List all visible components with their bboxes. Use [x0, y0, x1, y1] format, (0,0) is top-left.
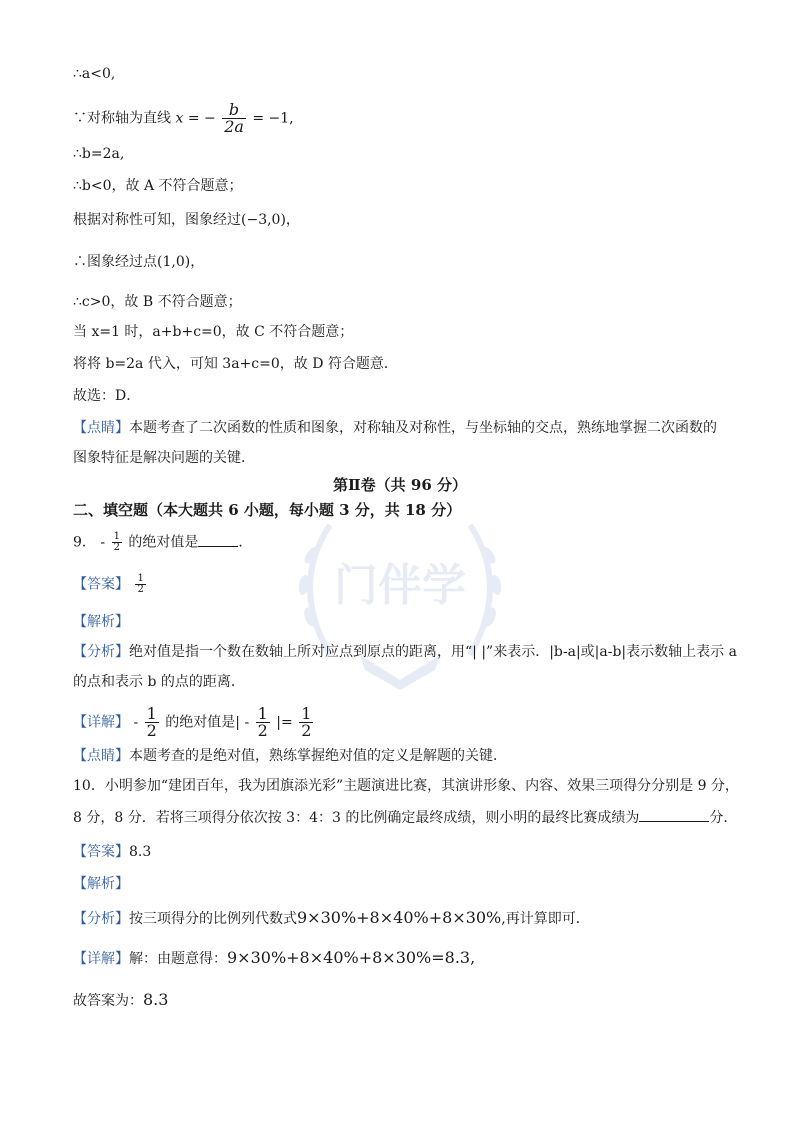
q9-analysis-tag: 【解析】: [73, 614, 129, 630]
q9-dianjing-text: 本题考查的是绝对值，熟练掌握绝对值的定义是解题的关键．: [129, 748, 507, 764]
q10-line-2: [73, 808, 737, 828]
q10-fenxi-text: 按三项得分的比例列代数式: [129, 911, 297, 927]
q9-dianjing: [73, 746, 507, 766]
dianjing-text: 本题考查了二次函数的性质和图象，对称轴及对称性，与坐标轴的交点，熟练地掌握二次函数的: [129, 420, 717, 436]
solution-line-1: ∴a<0,: [73, 66, 116, 82]
q10-detail: [73, 948, 475, 969]
q9-detail-num-1: 1: [146, 704, 157, 723]
q9-fraction-den: 2: [113, 542, 120, 553]
q10-end: 分．: [709, 810, 738, 826]
solution-line-7: ∴c>0，故 B 不符合题意；: [73, 294, 242, 310]
dianjing-line-1: [73, 418, 717, 438]
q9-detail-eq: |=: [276, 714, 293, 731]
q9-answer-blank: [198, 534, 238, 547]
q10-detail-tag: 【详解】: [73, 951, 129, 967]
axis-fraction: [222, 102, 246, 135]
watermark-logo: [270, 495, 530, 695]
q9-answer: [73, 574, 148, 595]
axis-var: x: [175, 110, 184, 127]
solution-line-6: ∴图象经过点(1,0)，: [73, 254, 205, 270]
q10-answer: [73, 842, 151, 862]
q9-answer-tag: 【答案】: [73, 576, 129, 593]
q10-analysis-tag: 【解析】: [73, 876, 129, 892]
volume-title: 第Ⅱ卷（共 96 分）: [333, 476, 467, 494]
q9-number: 9．: [73, 534, 96, 551]
q10-answer-tag: 【答案】: [73, 844, 129, 860]
q9-detail-tag: 【详解】: [73, 714, 129, 731]
axis-equals: = −: [187, 110, 216, 127]
q9-text: 的绝对值是: [128, 534, 199, 551]
q9-detail-num-2: 1: [257, 704, 268, 723]
q10-fenxi: [73, 908, 590, 929]
q10-line-1: 10．小明参加“建团百年，我为团旗添光彩”主题演进比赛，其演讲形象、内容、效果三项得分分别是 9 分，: [73, 778, 739, 794]
q9-detail-den-3: 2: [301, 721, 312, 740]
q10-fenxi-post: ,再计算即可．: [501, 911, 590, 927]
q9-detail-minus: -: [133, 714, 139, 731]
solution-line-axis: [73, 102, 294, 135]
question-9: [73, 532, 252, 553]
q9-detail-den-1: 2: [146, 721, 157, 740]
solution-line-8: 当 x=1 时，a+b+c=0，故 C 不符合题意；: [73, 324, 354, 340]
q9-detail-den-2: 2: [257, 721, 268, 740]
dianjing-tag: 【点睛】: [73, 420, 129, 436]
q10-fenxi-expr: 9×30%+8×40%+8×30%: [297, 908, 502, 927]
axis-fraction-den: 2a: [224, 117, 244, 136]
axis-result: = −1,: [252, 110, 294, 127]
q10-fenxi-tag: 【分析】: [73, 911, 129, 927]
q9-fraction: [112, 532, 122, 553]
q10-answer-blank: [639, 809, 709, 822]
q9-detail-mid: 的绝对值是|: [165, 714, 240, 731]
solution-line-5: 根据对称性可知，图象经过(−3,0)，: [73, 212, 300, 228]
q9-minus: -: [100, 534, 106, 551]
q9-detail-minus-2: -: [244, 714, 250, 731]
q9-detail-num-3: 1: [301, 704, 312, 723]
q10-text: 8 分，8 分．若将三项得分依次按 3：4：3 的比例确定最终成绩，则小明的最终比赛成绩为: [73, 810, 640, 826]
fill-section-title: 二、填空题（本大题共 6 小题，每小题 3 分，共 18 分）: [73, 501, 462, 519]
solution-line-10: 故选：D．: [73, 388, 141, 404]
q9-fenxi-line-2: 的点和表示 b 的点的距离．: [73, 674, 245, 690]
q10-answer-value: 8.3: [129, 844, 152, 860]
q9-answer-num: 1: [137, 573, 144, 584]
q10-detail-text: 解：由题意得：: [129, 951, 227, 967]
q9-detail-frac-1: [145, 706, 159, 739]
q9-fenxi-tag: 【分析】: [73, 644, 129, 660]
axis-text: ∵对称轴为直线: [73, 110, 171, 127]
watermark-text: 门伴学: [334, 560, 466, 611]
q10-final: [73, 990, 168, 1011]
q9-detail-frac-3: [299, 706, 313, 739]
solution-line-4: ∴b<0，故 A 不符合题意；: [73, 178, 243, 194]
solution-line-9: 将将 b=2a 代入，可知 3a+c=0，故 D 符合题意．: [73, 356, 398, 372]
q9-fenxi-line-1: [73, 642, 737, 662]
q10-final-text: 故答案为：: [73, 993, 143, 1009]
q9-detail-frac-2: [256, 706, 270, 739]
axis-fraction-num: b: [222, 102, 246, 119]
q10-detail-expr: 9×30%+8×40%+8×30%=8.3,: [227, 948, 476, 967]
q9-answer-den: 2: [137, 584, 144, 595]
q9-answer-fraction: [135, 574, 145, 595]
q10-final-value: 8.3: [143, 990, 169, 1009]
q9-fenxi-text: 绝对值是指一个数在数轴上所对应点到原点的距离，用“| |”来表示．|b-a|或|a-b|表示数轴上表示 a: [129, 644, 737, 660]
q9-fraction-num: 1: [113, 531, 120, 542]
dianjing-line-2: 图象特征是解决问题的关键．: [73, 450, 255, 466]
solution-line-3: ∴b=2a,: [73, 146, 125, 162]
q9-dianjing-tag: 【点睛】: [73, 748, 129, 764]
q9-detail: [73, 706, 315, 739]
q9-end: ．: [238, 534, 253, 551]
